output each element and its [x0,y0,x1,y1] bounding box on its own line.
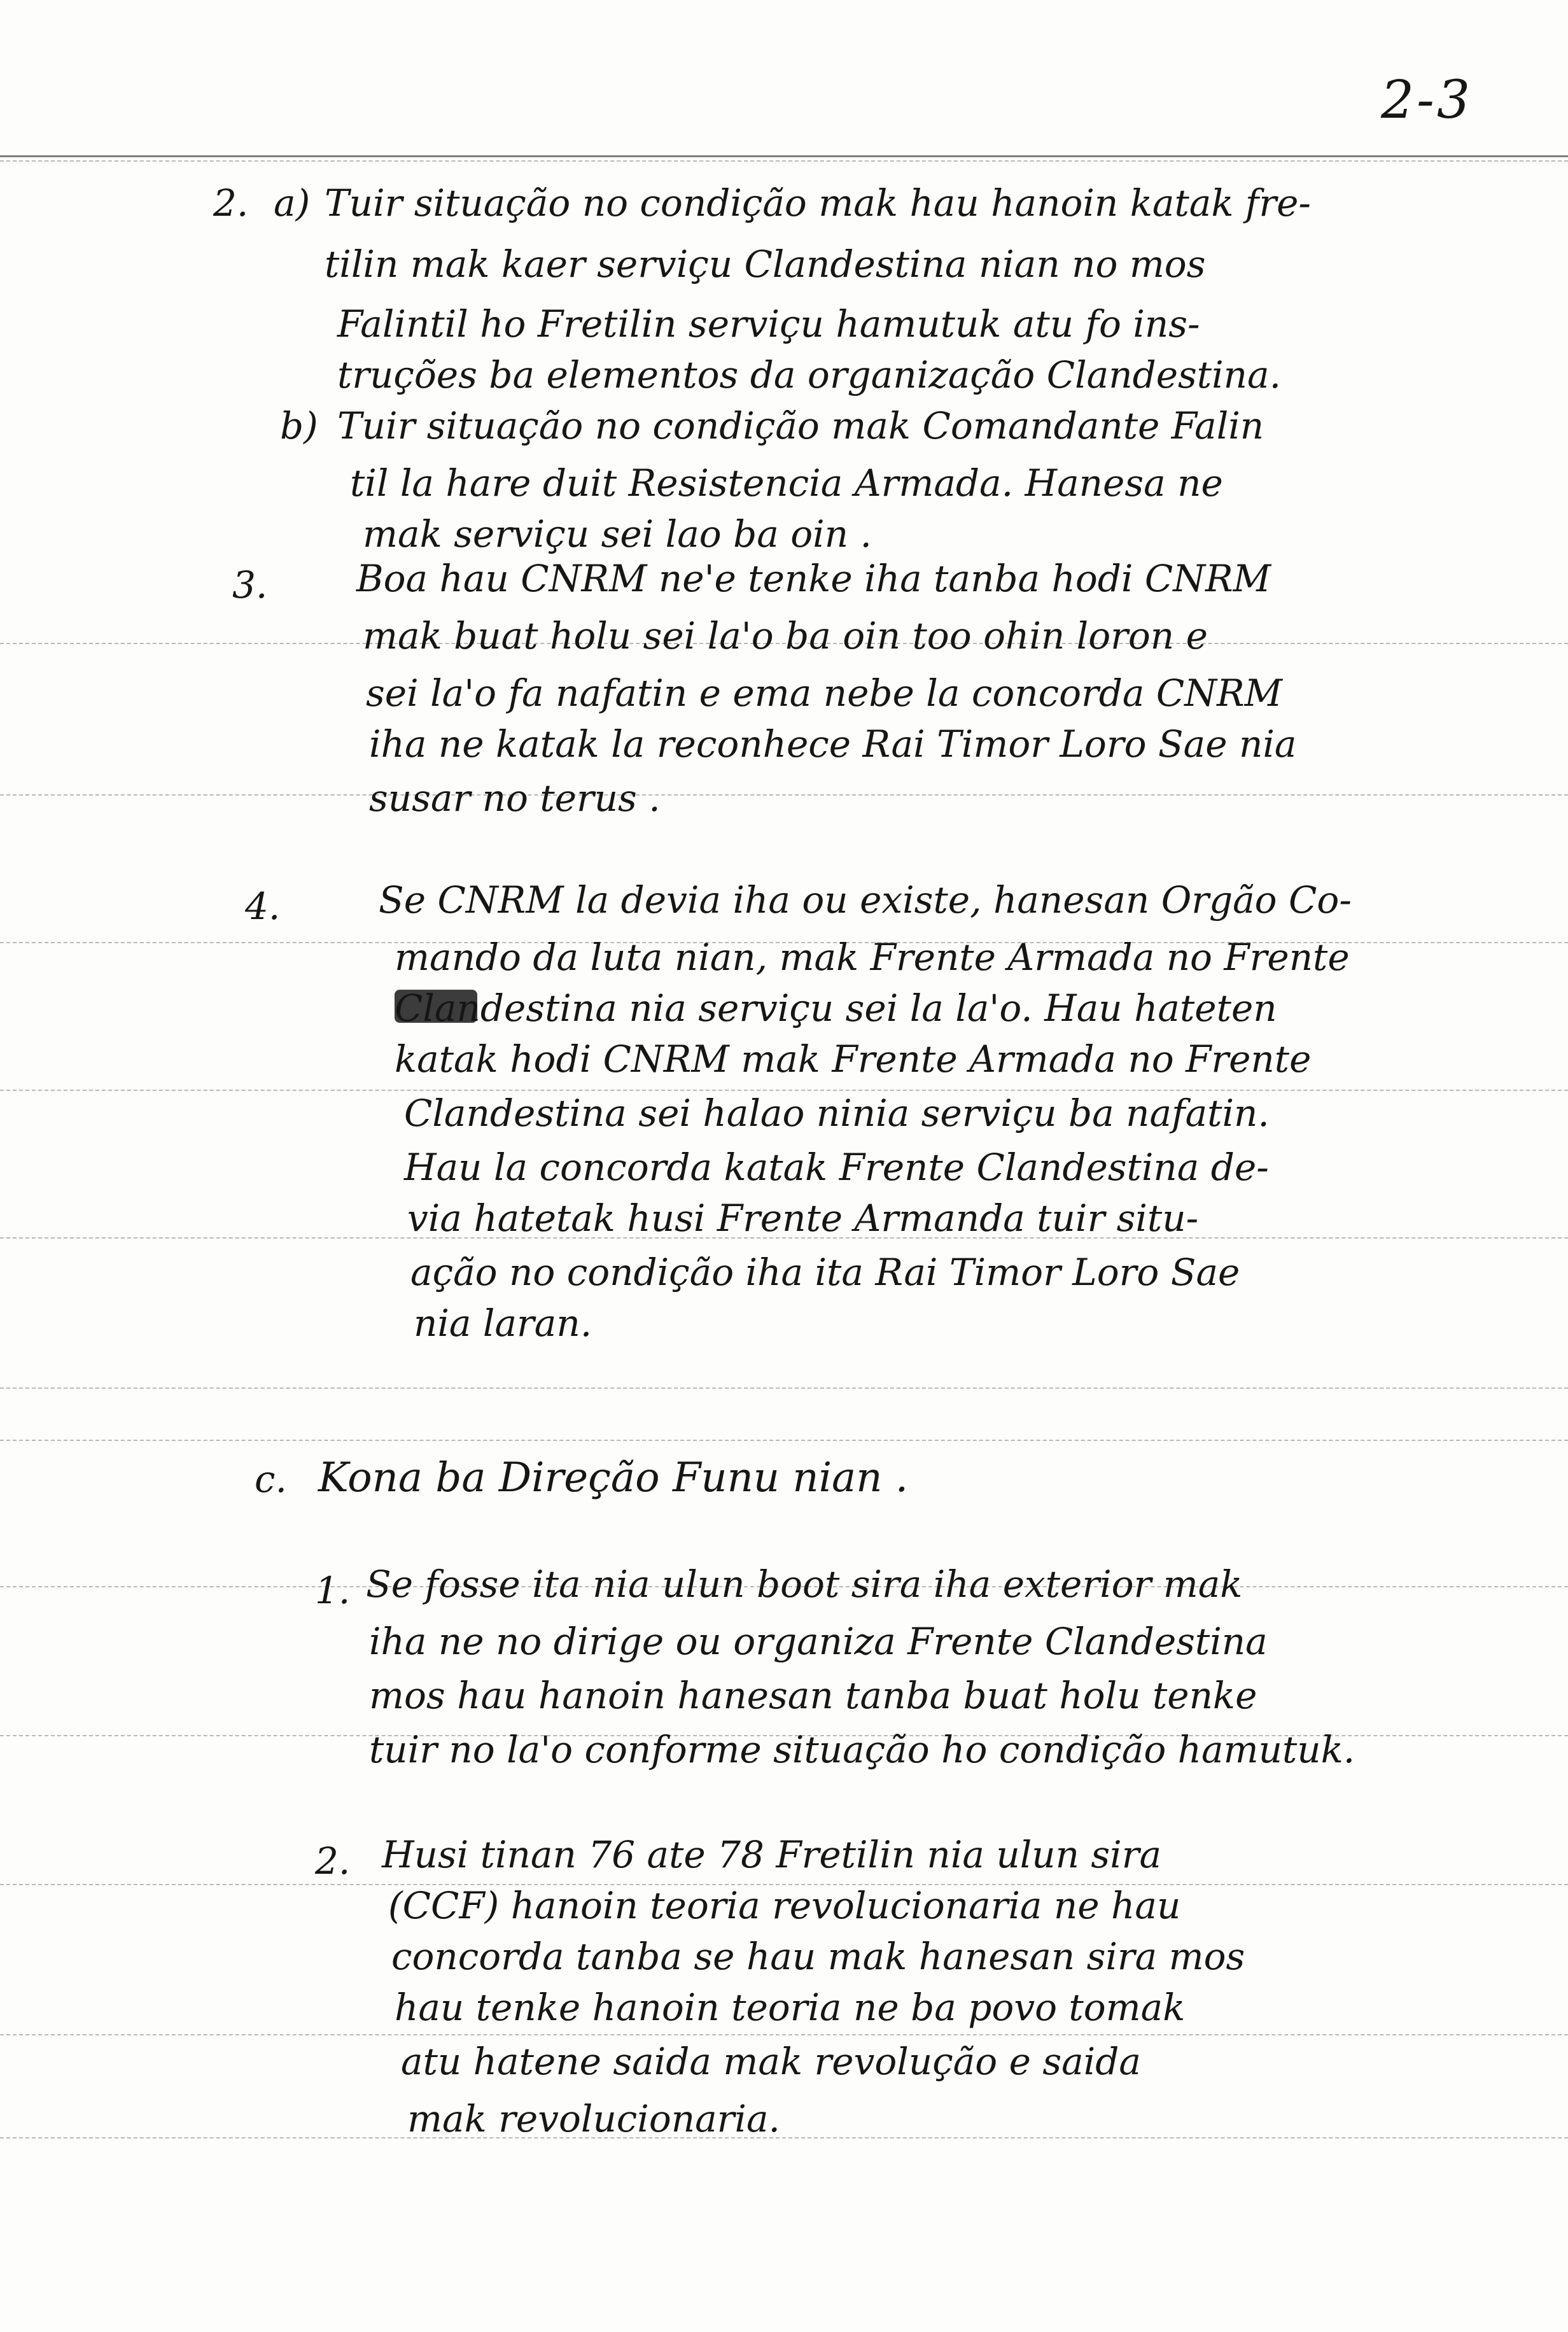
item-4-line: Se CNRM la devia iha ou existe, hanesan Orgão Co- [379,878,1352,922]
c2-line: hau tenke hanoin teoria ne ba povo tomak [395,1986,1186,2029]
item-2a-line: Falintil ho Fretilin serviçu hamutuk atu fo ins- [337,302,1200,346]
item-3-number: 3. [232,563,268,607]
c2-line: mak revolucionaria. [407,2097,780,2140]
item-2b-line: Tuir situação no condição mak Comandante Falin [337,404,1264,447]
item-4-line: mando da luta nian, mak Frente Armada no Frente [395,936,1350,979]
item-4-line: katak hodi CNRM mak Frente Armada no Frente [395,1037,1312,1081]
item-4-line: Clandestina sei halao ninia serviçu ba nafatin. [404,1092,1270,1135]
item-2a-line: tilin mak kaer serviçu Clandestina nian no mos [325,242,1206,286]
c2-line: concorda tanba se hau mak hanesan sira mos [391,1935,1245,1978]
item-4-line: Hau la concorda katak Frente Clandestina de- [404,1146,1269,1189]
item-2b-marker: b) [280,404,318,447]
c2-line: Husi tinan 76 ate 78 Fretilin nia ulun sira [382,1833,1162,1876]
section-c-heading: Kona ba Direção Funu nian . [318,1454,909,1501]
item-2-number: 2. [213,181,249,225]
item-4-number: 4. [245,885,281,928]
item-3-line: mak buat holu sei la'o ba oin too ohin loron e [363,614,1208,657]
item-4-line: ação no condição iha ita Rai Timor Loro Sae [410,1251,1240,1294]
c1-number: 1. [315,1569,351,1612]
item-2b-line: mak serviçu sei lao ba oin . [363,512,872,556]
ruled-line [0,794,1568,796]
ruled-line [0,1440,1568,1441]
top-divider [0,155,1568,157]
item-3-line: sei la'o fa nafatin e ema nebe la concorda CNRM [366,671,1283,715]
item-3-line: iha ne katak la reconhece Rai Timor Loro Sae nia [369,722,1297,766]
c2-number: 2. [315,1839,351,1883]
c1-line: tuir no la'o conforme situação ho condição hamutuk. [369,1728,1355,1771]
item-2a-marker: a) [274,181,311,225]
ruled-line [0,1387,1568,1389]
item-2a-line: truções ba elementos da organização Clandestina. [337,353,1282,397]
c2-line: (CCF) hanoin teoria revolucionaria ne hau [388,1884,1181,1927]
c2-line: atu hatene saida mak revolução e saida [401,2040,1141,2083]
c1-line: mos hau hanoin hanesan tanba buat holu tenke [369,1674,1257,1717]
ruled-line [0,2034,1568,2035]
page-number: 2-3 [1380,70,1473,130]
item-2a-line: Tuir situação no condição mak hau hanoin katak fre- [325,181,1312,225]
c1-line: iha ne no dirige ou organiza Frente Clandestina [369,1620,1268,1663]
item-4-line: Clandestina nia serviçu sei la la'o. Hau hateten [395,987,1277,1030]
ruled-line [0,1090,1568,1091]
c1-line: Se fosse ita nia ulun boot sira iha exterior mak [366,1563,1243,1606]
ruled-line [0,160,1568,162]
section-c-marker: c. [255,1458,287,1501]
item-4-line: nia laran. [414,1302,592,1345]
item-3-line: Boa hau CNRM ne'e tenke iha tanba hodi CNRM [356,557,1271,600]
item-3-line: susar no terus . [369,776,661,820]
item-4-line: via hatetak husi Frente Armanda tuir situ- [407,1197,1199,1240]
item-2b-line: til la hare duit Resistencia Armada. Hanesa ne [350,461,1223,505]
ruled-line [0,2137,1568,2139]
